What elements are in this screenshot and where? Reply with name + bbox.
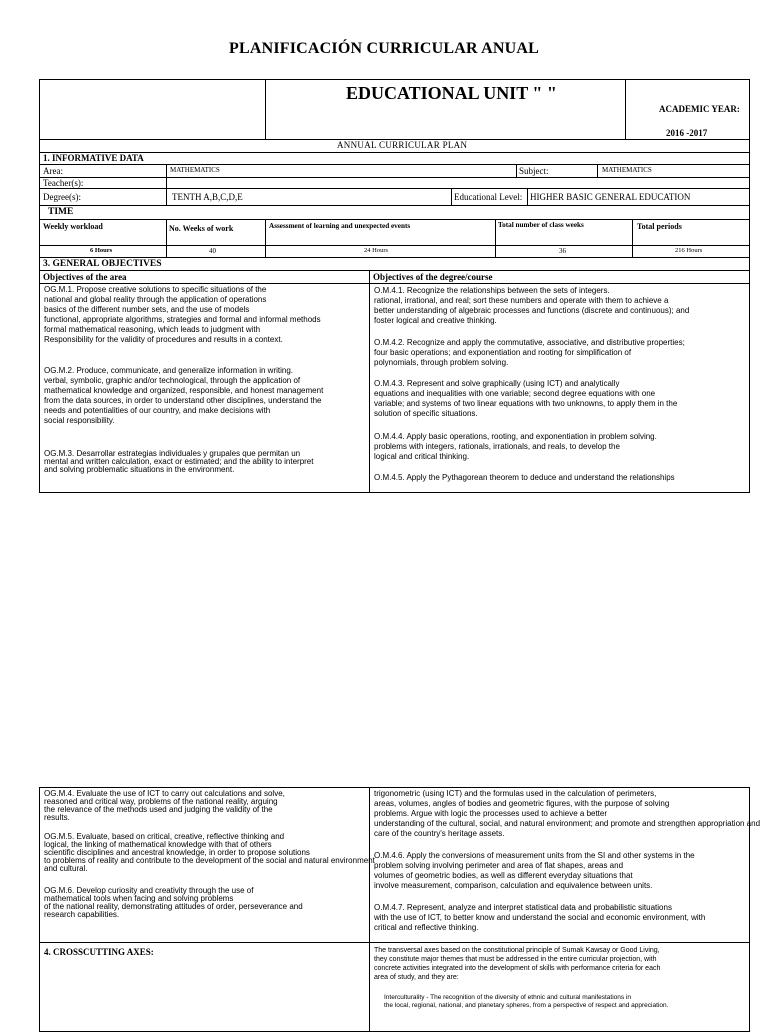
degree-label: Degree(s): (43, 192, 81, 202)
plan-label: ANNUAL CURRICULAR PLAN (337, 140, 468, 150)
page-title: PLANIFICACIÓN CURRICULAR ANUAL (228, 40, 539, 57)
level-value: HIGHER BASIC GENERAL EDUCATION (530, 192, 691, 202)
time-value-assessment: 24 Hours (364, 247, 389, 254)
objective-om-4-7: O.M.4.7. Represent, analyze and interpret statistical data and probabilistic situations with the use of ICT, to better know and understand the social and economic environment, with critical and reflective thinking. (374, 903, 706, 932)
objective-og-m-3: OG.M.3. Desarrollar estrategias individuales y grupales que permitan un mental and written calculation, exact or estimated; and the ability to interpret and solving problematic situations in the environment. (44, 449, 314, 474)
objective-og-m-5: OG.M.5. Evaluate, based on critical, creative, reflective thinking and logical, the linking of mathematical knowledge with that of others scientific disciplines and ancestral knowledge, in order to propose solutions to problems of reality and contribute to the development of the social and natural environment and cultural. (44, 832, 375, 873)
crosscutting-axes-title: 4. CROSSCUTTING AXES: (44, 947, 154, 957)
objective-om-4-4: O.M.4.4. Apply basic operations, rooting, and exponentiation in problem solving. problems with integers, rationals, irrationals, and reals, to develop the logical and critical thinking. (374, 432, 657, 461)
area-objectives-header: Objectives of the area (43, 272, 127, 282)
subject-label: Subject: (519, 166, 549, 176)
objective-og-m-1: OG.M.1. Propose creative solutions to specific situations of the national and global reality through the application of operations basics of the different number sets, and the use of models functional, appropriate algorithms, strategies and formal and informal methods formal mathematical reasoning, which leads to judgment with Responsibility for the validity of procedures and results in a context. (44, 285, 321, 344)
time-value-periods: 216 Hours (675, 247, 703, 254)
objective-om-4-3: O.M.4.3. Represent and solve graphically (using ICT) and analytically equations and inequalities with one variable; second degree equations with one variable; and systems of two linear equations with two unknowns, to apply them in the solution of specific situations. (374, 379, 678, 418)
objective-og-m-6: OG.M.6. Develop curiosity and creativity through the use of mathematical tools when facing and solving problems of the national reality, demonstrating attitudes of order, perseverance and research capabilities. (44, 886, 303, 919)
academic-year-value: 2016 -2017 (666, 128, 708, 138)
subject-value: MATHEMATICS (602, 166, 652, 174)
time-header-weeks: No. Weeks of work (169, 224, 234, 233)
academic-year-label: ACADEMIC YEAR: (659, 104, 740, 114)
area-value: MATHEMATICS (170, 166, 220, 174)
level-label: Educational Level: (454, 192, 523, 202)
time-header-assessment: Assessment of learning and unexpected events (269, 222, 411, 230)
degree-value: TENTH A,B,C,D,E (172, 192, 243, 202)
objective-om-4-1: O.M.4.1. Recognize the relationships between the sets of integers. rational, irrational, and real; sort these numbers and operate with them to achieve a better understanding of algebraic processes and functions (discrete and continuous); and foster logical and creative thinking. (374, 286, 690, 325)
time-value-class-weeks: 36 (559, 247, 566, 255)
informative-section-title: 1. INFORMATIVE DATA (43, 153, 144, 163)
objective-og-m-2: OG.M.2. Produce, communicate, and generalize information in writing. verbal, symbolic, graphic and/or technological, through the application of mathematical knowledge and organized, responsible, and honest management from the data sources, in order to understand other disciplines, understand the needs and potentialities of our country, and make decisions with social responsibility. (44, 366, 324, 425)
time-section-title: TIME (48, 207, 74, 217)
axis-interculturality: Interculturality - The recognition of the diversity of ethnic and cultural manifestations in the local, regional, national, and planetary spheres, from a perspective of respect and appreciation. (384, 994, 669, 1009)
unit-title: EDUCATIONAL UNIT " " (346, 83, 557, 103)
objective-om-4-5-cont: trigonometric (using ICT) and the formulas used in the calculation of perimeters, areas, volumes, angles of bodies and geometric figures, with the purpose of solving problems. Argue with logic the processes used to achieve a better understanding of the cultural, social, and natural environment; and promote and strengthen appropriation and care of the country's heritage assets. (374, 789, 761, 838)
objective-om-4-2: O.M.4.2. Recognize and apply the commutative, associative, and distributive properties; four basic operations; and exponentiation and rooting for simplification of polynomials, through problem solving. (374, 338, 685, 367)
time-header-class-weeks: Total number of class weeks (498, 221, 584, 229)
objective-om-4-5: O.M.4.5. Apply the Pythagorean theorem to deduce and understand the relationships (374, 473, 675, 482)
objective-og-m-4: OG.M.4. Evaluate the use of ICT to carry out calculations and solve, reasoned and critical way, problems of the national reality, arguing the relevance of the methods used and judging the validity of the results. (44, 789, 285, 822)
objectives-section-title: 3. GENERAL OBJECTIVES (43, 259, 162, 269)
time-header-periods: Total periods (637, 222, 682, 231)
time-value-weeks: 40 (209, 247, 216, 255)
objective-om-4-6: O.M.4.6. Apply the conversions of measurement units from the SI and other systems in the problem solving involving perimeter and area of flat shapes, areas and volumes of geometric bodies, as well as different everyday situations that involve measurement, comparison, calculation and equivalence between units. (374, 851, 695, 890)
degree-objectives-header: Objectives of the degree/course (373, 272, 493, 282)
time-header-weekly: Weekly workload (43, 222, 103, 231)
time-value-weekly: 6 Hours (90, 247, 113, 254)
crosscutting-axes-list (384, 994, 668, 1010)
crosscutting-axes-intro: The transversal axes based on the constitutional principle of Sumak Kawsay or Good Living, they constitute major themes that must be addressed in the entire curricular projection, with concrete activities integrated into the development of skills with performance criteria for each area of study, and they are: (374, 947, 661, 981)
teacher-label: Teacher(s): (43, 178, 84, 188)
area-label: Area: (43, 166, 63, 176)
